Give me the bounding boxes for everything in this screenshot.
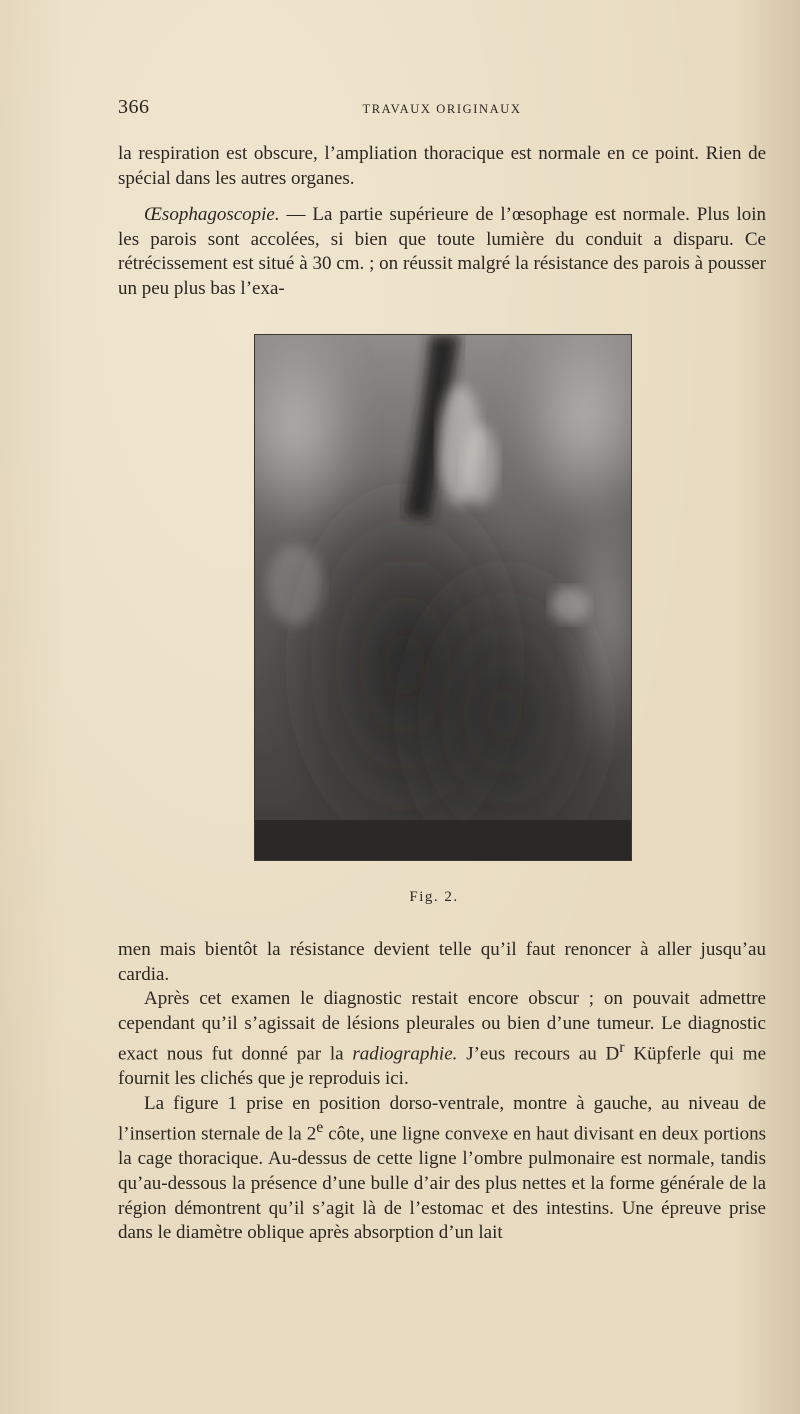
section-heading: Œsophagoscopie. (144, 204, 280, 226)
bottom-text-block (118, 938, 766, 1246)
radiograph-figure (254, 334, 632, 861)
text-line: ce point. Rien de spécial dans les autres organes. (118, 143, 767, 189)
paragraph-text: côte, une ligne convexe en haut divisant en deux portions la cage thoracique. Au-dessus de cette ligne l’ombre pulmonaire est normale, tandis qu’au-dessous la présence d’une bulle d’air des plus nettes et la forme générale de la région démontrent qu’il s’agit là de l’estomac et des intestins. Une épreuve prise dans le diamètre oblique après absorption d’un lait (118, 1123, 766, 1244)
paragraph-text: Après cet examen le diagnostic restait encore obscur ; on pouvait admettre cependant qu’il s’agissait de lésions pleurales ou bien d’une tumeur. Le diagnostic exact nous fut donné par la (118, 988, 766, 1065)
top-text-block (118, 142, 766, 302)
paragraph: men mais bientôt la résistance devient telle qu’il faut renoncer à aller jusqu’au cardia. (118, 939, 766, 985)
page-header (118, 96, 766, 122)
paragraph-text: La figure 1 prise en position dorso-ventrale, montre à gauche, au niveau de l’insertion sternale de la 2 (118, 1092, 766, 1145)
italic-term: radiographie. (352, 1043, 458, 1065)
paragraph (118, 203, 766, 301)
figure-caption: Fig. 2. (409, 889, 459, 905)
paragraph (118, 987, 766, 1092)
paragraph-text: — La partie supérieure de l’œsophage est normale. Plus loin les parois sont accolées, si bien que toute lumière du conduit a disparu. Ce rétrécissement est situé à 30 cm. ; on réussit malgré la résistance des parois à pousser un peu plus bas l’exa- (118, 204, 766, 299)
superscript: r (619, 1039, 625, 1057)
paragraph-text: J’eus recours au D (457, 1043, 620, 1065)
paragraph (118, 1092, 766, 1246)
text-line: la respiration est obscure, l’ampliation thoracique est normale en (118, 143, 626, 164)
superscript: e (316, 1119, 324, 1137)
running-head: TRAVAUX ORIGINAUX (362, 102, 522, 116)
radiograph-image (255, 335, 632, 861)
paragraph-text: Küpferle qui me fournit les clichés que je reproduis ici. (118, 1043, 766, 1090)
page-number: 366 (118, 96, 150, 118)
paragraph (118, 142, 766, 191)
